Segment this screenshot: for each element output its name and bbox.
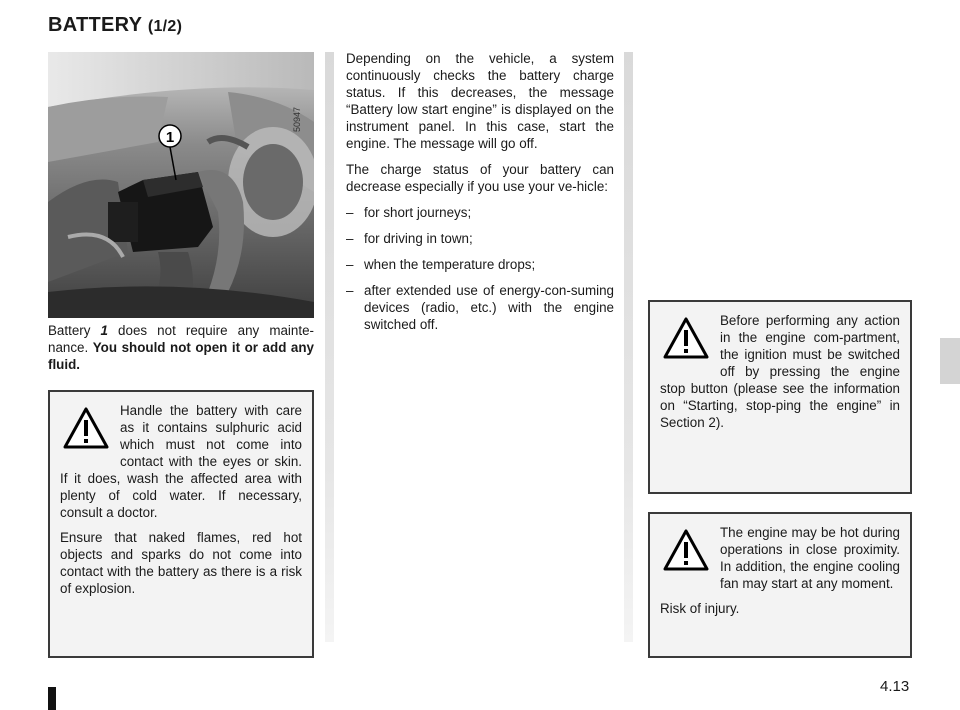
- list-item-text: for short journeys;: [364, 205, 472, 220]
- engine-bay-illustration: [48, 52, 314, 318]
- charge-decrease-paragraph: The charge status of your battery can decrease especially if you use your ve-hicle:: [346, 162, 614, 194]
- title-subtitle: (1/2): [147, 18, 183, 35]
- warning-triangle-icon: [62, 406, 110, 450]
- list-item: – for driving in town;: [346, 230, 614, 247]
- page-title: [48, 14, 182, 37]
- page-corner-mark: [48, 687, 56, 710]
- engine-bay-photo: [48, 52, 314, 318]
- battery-intro-text: [48, 322, 314, 373]
- title-main: BATTERY: [48, 14, 142, 36]
- page-number: 4.13: [880, 678, 910, 695]
- intro-text-start: Battery: [48, 323, 101, 338]
- intro-text-middle: does not require any mainte-nance.: [48, 323, 314, 355]
- warning-hot-engine-text: The engine may be hot during operations in close proximity. In addition, the engine cooling fan may start at any moment.: [720, 525, 900, 591]
- warning-injury-text: Risk of injury.: [660, 601, 740, 616]
- intro-battery-ref: 1: [100, 323, 108, 338]
- column-separator-1: [325, 52, 334, 642]
- warning-triangle-icon: [662, 528, 710, 572]
- charge-status-paragraph: Depending on the vehicle, a system continuously checks the battery charge status. If this decreases, the message “Battery low start engine” is displayed on the instrument panel. In this case, start the engine. The message will go off.: [346, 51, 614, 151]
- warning-explosion-text: Ensure that naked flames, red hot objects and sparks do not come into contact with the battery as there is a risk of explosion.: [60, 530, 302, 596]
- battery-callout-label: 1: [165, 129, 175, 146]
- list-item-text: after extended use of energy-con-suming devices (radio, etc.) with the engine switched off.: [364, 283, 614, 332]
- list-item: – for short journeys;: [346, 204, 614, 221]
- figure-code: [292, 94, 304, 134]
- warning-box-hot-engine: [648, 512, 912, 658]
- intro-bold-warning: You should not open it or add any fluid.: [48, 340, 314, 372]
- list-item-text: when the temperature drops;: [364, 257, 536, 272]
- warning-triangle-icon: [662, 316, 710, 360]
- section-thumb-tab: [940, 338, 960, 384]
- list-item-text: for driving in town;: [364, 231, 473, 246]
- charge-status-section: [346, 50, 614, 342]
- column-separator-2: [624, 52, 633, 642]
- figure-code-text: 50947: [292, 106, 302, 132]
- warning-ignition-text: Before performing any action in the engine com-partment, the ignition must be switched off by pressing the engine stop button (please see the information on “Starting, stop-ping the engine” in Section 2).: [660, 313, 900, 430]
- list-item: – after extended use of energy-con-suming devices (radio, etc.) with the engine switched off.: [346, 283, 614, 332]
- list-item: – when the temperature drops;: [346, 256, 614, 273]
- warning-box-acid: [48, 390, 314, 658]
- warning-box-ignition: [648, 300, 912, 494]
- warning-acid-text: Handle the battery with care as it contains sulphuric acid which must not come into contact with the eyes or skin. If it does, wash the affected area with plenty of cold water. If necessary, consult a doctor.: [60, 403, 302, 520]
